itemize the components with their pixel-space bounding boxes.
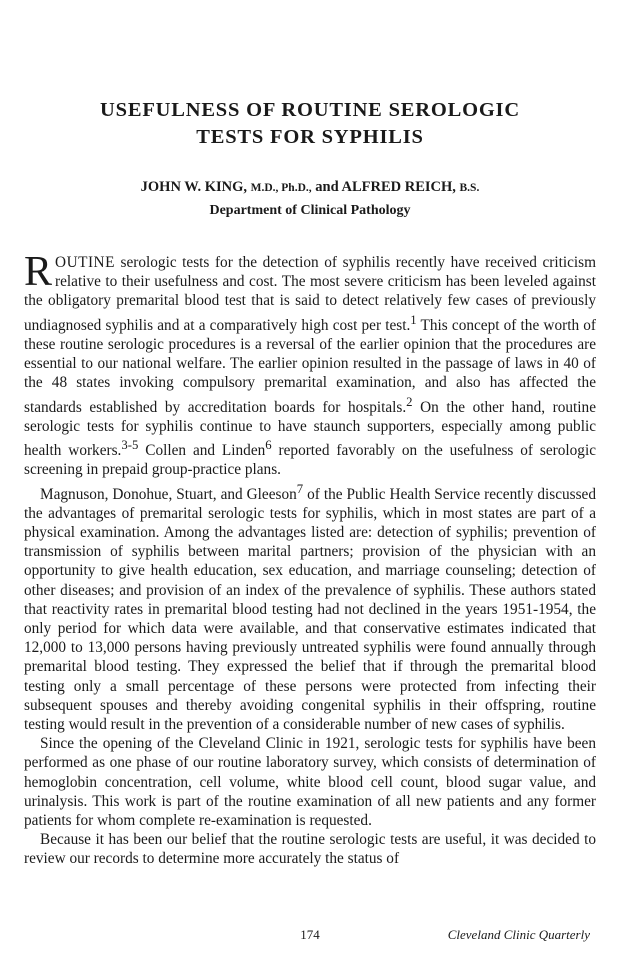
paragraph-3: Since the opening of the Cleveland Clinic in 1921, serologic tests for syphilis have been performed as one phase of our routine laboratory survey, which consists of determination of hemoglobin concentration, cell volume, white blood cell count, blood sugar value, and urinalysis. This work is part of the routine examination of all new patients and any former patients for whom complete re-examination is requested. bbox=[24, 735, 596, 830]
paragraph-1-text-e: reported favorably on the usefulness of serologic screening in prepaid group-practice plans. bbox=[24, 442, 596, 479]
title-line-2: TESTS FOR SYPHILIS bbox=[196, 126, 424, 148]
smallcaps-lead: OUTINE bbox=[55, 254, 115, 271]
paragraph-1 bbox=[24, 249, 597, 480]
paragraph-1-text-c: On the other hand, routine serologic tests for syphilis continue to have staunch supporters, especially among public health workers. bbox=[24, 398, 596, 460]
paragraph-2 bbox=[24, 480, 596, 735]
author-conjunction: and bbox=[315, 179, 339, 195]
reference-marker: 1 bbox=[410, 312, 417, 327]
reference-marker: 3-5 bbox=[121, 438, 139, 453]
paragraph-4: Because it has been our belief that the routine serologic tests are useful, it was decided to review our records to determine more accurately the status of bbox=[24, 831, 596, 868]
author-2-name: ALFRED REICH, bbox=[341, 179, 456, 195]
paragraph-1-text-a: serologic tests for the detection of syphilis recently have received criticism relative to their usefulness and cost. The most severe criticism has been leveled against the obligatory premarital blood test that is said to detect relatively few cases of previously undiagnosed syphilis and at a comparatively high cost per test. bbox=[24, 254, 596, 334]
paragraph-2-text-b: of the Public Health Service recently discussed the advantages of premarital serologic tests for syphilis, which in most states are part of a physical examination. Among the advantages listed are: detection of syphilis; prevention of transmission of syphilis between marital partners; provision of the physician with an opportunity to give health education, sex education, and marriage counseling; detection of other diseases; and provision of an index of the prevalence of syphilis. These authors stated that reactivity rates in premarital blood testing had not declined in the years 1951-1954, the only period for which data were available, and that conservative estimates indicated that 12,000 to 13,000 persons having previously untreated syphilis were found annually through premarital blood testing. They expressed the belief that if through the premarital blood testing only a small percentage of these persons were protected from infecting their subsequent spouses and thereby avoiding congenital syphilis in their offspring, routine testing would result in the prevention of a considerable number of new cases of syphilis. bbox=[24, 485, 596, 734]
article-title bbox=[40, 97, 580, 151]
title-line-1: USEFULNESS OF ROUTINE SEROLOGIC bbox=[100, 99, 520, 121]
drop-cap: R bbox=[24, 249, 53, 295]
reference-marker: 2 bbox=[406, 394, 413, 409]
paragraph-2-text-a: Magnuson, Donohue, Stuart, and Gleeson bbox=[40, 485, 297, 503]
reference-marker: 7 bbox=[296, 481, 304, 496]
reference-marker: 6 bbox=[265, 438, 272, 453]
author-line bbox=[40, 178, 580, 198]
paragraph-1-text-b: This concept of the worth of these routine serologic procedures is a reversal of the earlier opinion that the procedures are essential to our national welfare. The earlier opinion resulted in the passage of laws in 40 of the 48 states invoking compulsory premarital examination, and also has affected the standards established by accreditation boards for hospitals. bbox=[24, 316, 597, 416]
article-body bbox=[24, 249, 597, 869]
journal-name: Cleveland Clinic Quarterly bbox=[447, 927, 590, 942]
author-1-degrees: M.D., Ph.D., bbox=[250, 182, 312, 194]
author-2-degrees: B.S. bbox=[459, 182, 480, 194]
paragraph-1-text-d: Collen and Linden bbox=[138, 442, 266, 460]
author-1-name: JOHN W. KING, bbox=[140, 179, 247, 195]
department: Department of Clinical Pathology bbox=[209, 203, 411, 218]
page-number: 174 bbox=[300, 927, 320, 942]
